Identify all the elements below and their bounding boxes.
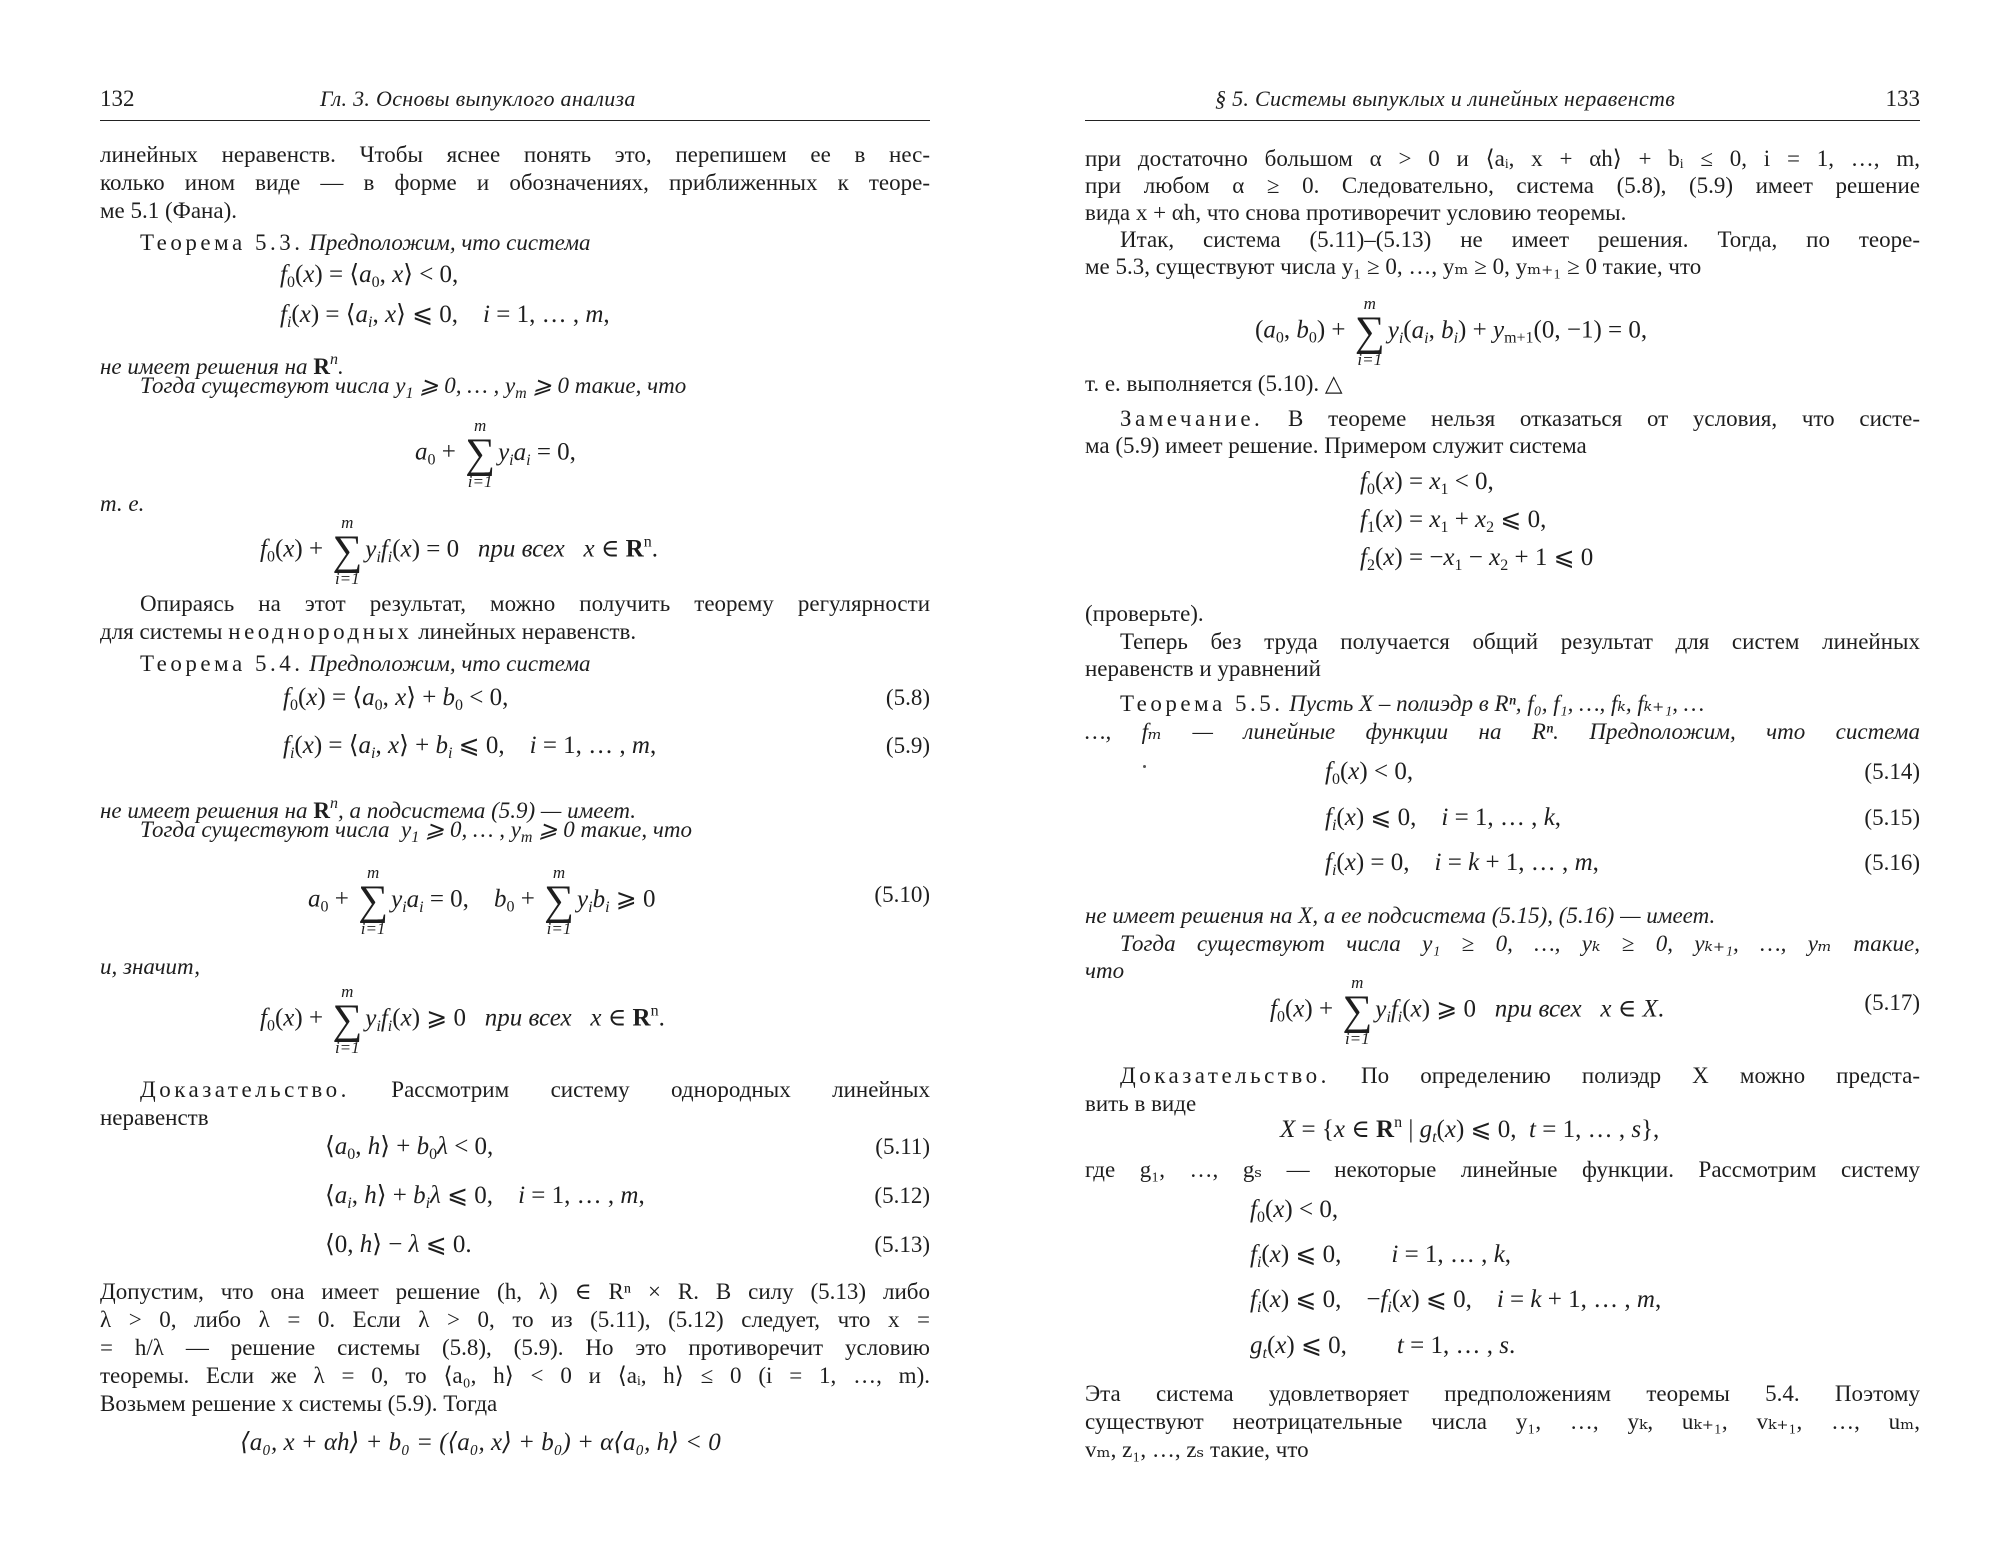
- text-line: Тогда существуют числа $y_1$ ⩾ 0, … , $y_m$ ⩾ 0 такие, что: [140, 373, 687, 402]
- equation-number: (5.14): [1864, 759, 1920, 784]
- text-line: = h/λ — решение системы (5.8), (5.9). Но это противоречит условию: [100, 1335, 930, 1360]
- formula: $⟨a_0$, h⟩ + $b_0\lambda < 0$,: [325, 1133, 494, 1163]
- phrase: В теореме нельзя отказаться от условия, что систе-: [1288, 406, 1921, 431]
- formula: $f_0(x) = x_1 < 0$,: [1360, 468, 1494, 498]
- theorem-label: Теорема 5.4.: [140, 651, 304, 676]
- running-title: Гл. 3. Основы выпуклого анализа: [320, 86, 636, 111]
- formula: $f_0(x)$ + m ∑ i=1 $y_if_i(x) = 0$ при всех x ∈ $R^n$.: [260, 513, 658, 588]
- formula: ⟨0, h⟩ − λ ⩽ 0.: [325, 1231, 472, 1258]
- text-line: что: [1085, 958, 1125, 983]
- theorem-text: Предположим, что система: [309, 651, 591, 676]
- equation-number: (5.15): [1864, 805, 1920, 830]
- page-number: 132: [100, 86, 135, 111]
- running-title: § 5. Системы выпуклых и линейных неравенств: [1215, 86, 1676, 111]
- text-line: Итак, система (5.11)–(5.13) не имеет решения. Тогда, по теоре-: [1120, 227, 1920, 252]
- theorem-text: Предположим, что система: [309, 230, 591, 255]
- formula: $g_t(x)$ ⩽ 0, t = 1, … , s.: [1250, 1332, 1516, 1362]
- theorem-text: Пусть X – полиэдр в Rⁿ, f₀, f₁, …, fₖ, fₖ₊₁, …: [1289, 691, 1705, 716]
- formula: ($a_0$, $b_0$) + m ∑ i=1 $y_i(a_i$, $b_i) + y_{m+1}(0$, −1) = 0,: [1255, 294, 1648, 369]
- text-line: [140, 1076, 930, 1104]
- text-line: теоремы. Если же λ = 0, то ⟨a₀, h⟩ < 0 и ⟨aᵢ, h⟩ ≤ 0 (i = 1, …, m).: [100, 1363, 930, 1388]
- print-speck: [1143, 765, 1146, 768]
- right-running-header: [1085, 86, 1920, 121]
- text-line: вить в виде: [1085, 1091, 1197, 1116]
- text-line: [1120, 1062, 1920, 1090]
- phrase: при всех: [484, 1004, 572, 1032]
- formula: $f_i(x)$ ⩽ 0, $-f_i(x)$ ⩽ 0, i = k + 1, … , m,: [1250, 1286, 1662, 1316]
- equation-number: (5.16): [1864, 850, 1920, 875]
- text-line: Опираясь на этот результат, можно получить теорему регулярности: [140, 591, 930, 616]
- text-line: ме 5.3, существуют числа y₁ ≥ 0, …, yₘ ≥ 0, yₘ₊₁ ≥ 0 такие, что: [1085, 254, 1702, 279]
- text-line: Эта система удовлетворяет предположениям теоремы 5.4. Поэтому: [1085, 1381, 1920, 1406]
- text-line: существуют неотрицательные числа y₁, …, yₖ, uₖ₊₁, vₖ₊₁, …, uₘ,: [1085, 1409, 1920, 1434]
- theorem-5-3-heading: [140, 229, 591, 257]
- phrase: такие, что: [574, 373, 687, 398]
- phrase: такие, что: [580, 817, 692, 842]
- text-line: Возьмем решение x системы (5.9). Тогда: [100, 1391, 498, 1416]
- right-page: [1085, 0, 1920, 1562]
- text-line: [1120, 405, 1920, 433]
- text-line: не имеет решения на X, а ее подсистема (5.15), (5.16) — имеет.: [1085, 903, 1716, 928]
- formula: $f_i(x)$ = $⟨a_i$, x⟩ + $b_i$ ⩽ 0, i = 1, … , m,: [283, 732, 657, 762]
- text-line: (проверьте).: [1085, 601, 1204, 626]
- text-line: λ > 0, либо λ = 0. Если λ > 0, то из (5.11), (5.12) следует, что x =: [100, 1307, 930, 1332]
- text-line: линейных неравенств. Чтобы яснее понять это, перепишем ее в нес-: [100, 142, 930, 167]
- phrase: неоднородных: [228, 619, 413, 644]
- text-line: не имеет решения на $R^n$.: [100, 351, 344, 379]
- formula: $f_i(x) = 0$, i = k + 1, … , m,: [1325, 849, 1599, 879]
- formula: $f_0(x)$ = $⟨a_0$, x⟩ < 0,: [280, 261, 459, 291]
- equation-number: (5.13): [874, 1232, 930, 1257]
- text-line: ма (5.9) имеет решение. Примером служит система: [1085, 433, 1587, 458]
- equation-number: (5.8): [885, 685, 930, 710]
- phrase: Рассмотрим систему однородных линейных: [391, 1077, 930, 1102]
- text-line: Допустим, что она имеет решение (h, λ) ∈ Rⁿ × R. В силу (5.13) либо: [100, 1279, 930, 1304]
- formula: $f_1(x) = x_1 + x_2$ ⩽ 0,: [1360, 506, 1547, 536]
- text-line: т. е.: [100, 491, 145, 516]
- theorem-label: Теорема 5.5.: [1120, 691, 1284, 716]
- remark-label: Замечание.: [1120, 406, 1264, 431]
- phrase: По определению полиэдр X можно предста-: [1360, 1063, 1921, 1088]
- formula: $f_2(x) = -x_1 - x_2 + 1$ ⩽ 0: [1360, 544, 1594, 574]
- text-line: …, fₘ — линейные функции на Rⁿ. Предположим, что система: [1085, 719, 1920, 744]
- text-line: т. е. выполняется (5.10). △: [1085, 371, 1343, 396]
- equation-number: (5.9): [885, 733, 930, 758]
- formula: $f_i(x)$ ⩽ 0, i = 1, … , k,: [1325, 804, 1562, 834]
- phrase: не имеет решения на: [100, 354, 308, 379]
- proof-label: Доказательство.: [140, 1077, 350, 1102]
- left-running-header: [100, 86, 930, 121]
- text-line: вида x + αh, что снова противоречит условию теоремы.: [1085, 200, 1627, 225]
- text-line: ме 5.1 (Фана).: [100, 198, 237, 223]
- formula: $⟨a_i$, h⟩ + $b_i\lambda$ ⩽ 0, i = 1, … , m,: [325, 1182, 645, 1212]
- left-page: [100, 0, 930, 1562]
- text-line: колько ином виде — в форме и обозначениях, приближенных к теоре-: [100, 170, 930, 195]
- formula: $f_i(x)$ ⩽ 0, i = 1, … , k,: [1250, 1241, 1512, 1271]
- text-line: при достаточно большом α > 0 и ⟨aᵢ, x + αh⟩ + bᵢ ≤ 0, i = 1, …, m,: [1085, 146, 1920, 171]
- phrase: , а подсистема (5.9) — имеет.: [337, 798, 637, 823]
- formula: $f_0(x) < 0$,: [1325, 758, 1414, 788]
- proof-label: Доказательство.: [1120, 1063, 1330, 1088]
- phrase: Тогда существуют числа: [140, 373, 390, 398]
- formula: ⟨a₀, x + αh⟩ + b₀ = (⟨a₀, x⟩ + b₀) + α⟨a₀, h⟩ < 0: [240, 1429, 721, 1456]
- theorem-label: Теорема 5.3.: [140, 230, 304, 255]
- text-line: не имеет решения на $R^n$, а подсистема (5.9) — имеет.: [100, 795, 637, 823]
- text-line: [100, 618, 636, 646]
- theorem-5-5-heading: [1120, 690, 1704, 718]
- page-number: 133: [1885, 86, 1920, 111]
- equation-number: (5.17): [1864, 990, 1920, 1015]
- phrase: при всех: [477, 535, 565, 563]
- formula: $f_0(x) < 0$,: [1250, 1196, 1339, 1226]
- equation-number: (5.11): [875, 1134, 930, 1159]
- text-line: Тогда существуют числа $y_1$ ⩾ 0, … , $y_m$ ⩾ 0 такие, что: [140, 817, 692, 846]
- phrase: для системы: [100, 619, 223, 644]
- text-line: неравенств и уравнений: [1085, 656, 1321, 681]
- theorem-5-4-heading: [140, 650, 591, 678]
- formula: $a_0$ + m ∑ i=1 $y_ia_i = 0$, $b_0$ + m ∑ i=1 $y_ib_i$ ⩾ 0: [308, 863, 656, 938]
- text-line: при любом α ≥ 0. Следовательно, система (5.8), (5.9) имеет решение: [1085, 173, 1920, 198]
- phrase: при всех: [1494, 995, 1582, 1023]
- text-line: Тогда существуют числа y₁ ≥ 0, …, yₖ ≥ 0, yₖ₊₁, …, yₘ такие,: [1120, 931, 1920, 956]
- phrase: Тогда существуют числа: [140, 817, 390, 842]
- equation-number: (5.10): [874, 882, 930, 907]
- equation-number: (5.12): [874, 1183, 930, 1208]
- formula: $f_0(x)$ + m ∑ i=1 $y_if_i(x)$ ⩾ 0 при всех x ∈ X.: [1270, 973, 1665, 1048]
- formula: $f_i(x)$ = $⟨a_i$, x⟩ ⩽ 0, i = 1, … , m,: [280, 301, 610, 331]
- text-line: Теперь без труда получается общий результат для систем линейных: [1120, 629, 1920, 654]
- phrase: не имеет решения на: [100, 798, 308, 823]
- phrase: линейных неравенств.: [418, 619, 637, 644]
- formula: $f_0(x)$ + m ∑ i=1 $y_if_i(x)$ ⩾ 0 при всех x ∈ $R^n$.: [260, 982, 665, 1057]
- formula: X = {x ∈ $R^n$ | $g_t(x)$ ⩽ 0, t = 1, … , s},: [1280, 1114, 1660, 1146]
- text-line: и, значит,: [100, 954, 200, 979]
- text-line: неравенств: [100, 1105, 209, 1130]
- formula: $a_0$ + m ∑ i=1 $y_ia_i = 0$,: [415, 416, 576, 491]
- text-line: vₘ, z₁, …, zₛ такие, что: [1085, 1437, 1309, 1462]
- text-line: где g₁, …, gₛ — некоторые линейные функции. Рассмотрим систему: [1085, 1157, 1920, 1182]
- formula: $f_0(x)$ = $⟨a_0$, x⟩ + $b_0 < 0$,: [283, 684, 509, 714]
